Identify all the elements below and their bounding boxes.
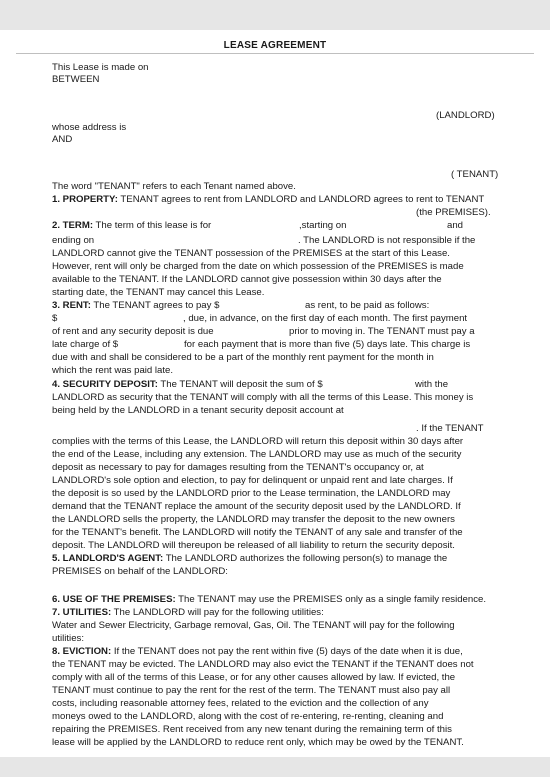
section-heading: 3. RENT: [52,300,91,311]
text-line [436,110,495,122]
text-line [52,698,429,710]
line-text: ending on [52,235,95,246]
line-text: starting date, the TENANT may cancel this Lease. [52,287,265,298]
line-text: LANDLORD's sole option and election, to pay for delinquent or unpaid rent and late charges. If [52,475,453,486]
line-text: LANDLORD cannot give the TENANT possession of the PREMISES at the start of this Lease. [52,248,450,259]
text-line [52,405,344,417]
text-line [52,220,211,232]
line-text: of rent and any security deposit is due [52,326,214,337]
text-line [52,181,296,193]
text-line [52,633,84,645]
text-line [52,352,434,364]
line-text: due with and shall be considered to be a part of the monthly rent payment for the month in [52,352,434,363]
text-line [52,594,486,606]
line-text: for each payment that is more than five (5) days late. This charge is [184,339,471,350]
text-line [52,62,149,74]
line-text: BETWEEN [52,74,100,85]
text-line [183,313,467,325]
text-line [52,646,463,658]
text-line [298,235,475,247]
text-line [299,220,346,232]
text-line [52,248,450,260]
text-line [184,339,470,351]
text-line [52,74,99,86]
line-text: as rent, to be paid as follows: [305,300,430,311]
line-text: . If the TENANT [416,423,484,434]
text-line [52,475,453,487]
text-line [289,326,475,338]
line-text: This Lease is made on [52,62,149,73]
line-text: utilities: [52,633,84,644]
line-text: the end of the Lease, including any extension. The LANDLORD may use as much of the security [52,449,462,460]
text-line [52,436,463,448]
line-text: and [447,220,464,231]
line-text: the deposit is so used by the LANDLORD prior to the Lease termination, the LANDLORD may [52,488,451,499]
text-line [52,724,452,736]
text-line [52,659,474,671]
line-text: ,starting on [299,220,347,231]
text-line [52,449,461,461]
text-line [52,672,455,684]
bottom-margin [0,757,550,777]
text-line [52,326,214,338]
text-line [52,737,464,749]
section-heading: 2. TERM: [52,220,94,231]
line-text: The LANDLORD authorizes the following person(s) to manage the [163,553,448,564]
line-text: AND [52,134,73,145]
text-line [52,514,455,526]
text-line [52,287,264,299]
line-text: , due, in advance, on the first day of each month. The first payment [183,313,468,324]
line-text: late charge of $ [52,339,119,350]
text-line [52,488,450,500]
text-line [52,235,94,247]
title-divider [16,53,534,54]
line-text: However, rent will only be charged from the date on which possession of the PREMISES is made [52,261,464,272]
line-text: The word "TENANT" refers to each Tenant named above. [52,181,296,192]
text-line [416,423,484,435]
section-heading: 4. SECURITY DEPOSIT: [52,379,158,390]
line-text: TENANT agrees to rent from LANDLORD and LANDLORD agrees to rent to TENANT [117,194,485,205]
text-line [415,379,448,391]
top-margin [0,0,550,30]
section-heading: 5. LANDLORD'S AGENT: [52,553,164,564]
text-line [52,540,455,552]
line-text: LANDLORD as security that the TENANT will comply with all the terms of this Lease. This money is [52,392,474,403]
text-line [52,122,126,134]
line-text: TENANT must continue to pay the rent for the rest of the term. The TENANT must also pay all [52,685,451,696]
line-text: . The LANDLORD is not responsible if the [298,235,476,246]
line-text: The TENANT may use the PREMISES only as a single family residence. [175,594,487,605]
text-line [52,501,461,513]
line-text: demand that the TENANT replace the amount of the security deposit used by the LANDLORD. If [52,501,461,512]
line-text: with the [415,379,449,390]
text-line [52,553,447,565]
text-line [416,207,491,219]
text-line [52,392,473,404]
line-text: If the TENANT does not pay the rent within five (5) days of the date when it is due, [111,646,463,657]
line-text: costs, including reasonable attorney fees, related to the eviction and the collection of any [52,698,429,709]
text-line [52,313,57,325]
line-text: $ [52,313,58,324]
line-text: moneys owed to the LANDLORD, along with the cost of re-entering, re-renting, cleaning and [52,711,444,722]
section-heading: 6. USE OF THE PREMISES: [52,594,176,605]
text-line [52,620,455,632]
text-line [52,274,442,286]
text-line [52,566,228,578]
document-title: LEASE AGREEMENT [223,40,327,51]
line-text: (LANDLORD) [436,110,495,121]
line-text: The LANDLORD will pay for the following utilities: [111,607,324,618]
line-text: deposit as necessary to pay for damages resulting from the TENANT's occupancy or, at [52,462,424,473]
text-line [52,261,464,273]
text-line [52,462,424,474]
section-heading: 1. PROPERTY: [52,194,118,205]
line-text: being held by the LANDLORD in a tenant security deposit account at [52,405,344,416]
line-text: lease will be applied by the LANDLORD to reduce rent only, which may be owed by the TENANT. [52,737,464,748]
section-heading: 7. UTILITIES: [52,607,112,618]
line-text: comply with all of the terms of this Lease, or for any other causes allowed by law. If evicted, the [52,672,456,683]
line-text: PREMISES on behalf of the LANDLORD: [52,566,228,577]
text-line [52,607,324,619]
text-line [447,220,463,232]
text-line [52,527,463,539]
text-line [52,134,72,146]
line-text: The TENANT will deposit the sum of $ [157,379,323,390]
line-text: ( TENANT) [451,169,499,180]
text-line [305,300,429,312]
text-line [52,685,450,697]
line-text: repairing the PREMISES. Rent received from any new tenant during the remaining term of this [52,724,452,735]
line-text: available to the TENANT. If the LANDLORD cannot give possession within 30 days after the [52,274,442,285]
text-line [52,194,484,206]
line-text: complies with the terms of this Lease, the LANDLORD will return this deposit within 30 days after [52,436,464,447]
text-line [52,711,443,723]
text-line [52,379,323,391]
line-text: Water and Sewer Electricity, Garbage removal, Gas, Oil. The TENANT will pay for the following [52,620,455,631]
line-text: (the PREMISES). [416,207,491,218]
line-text: prior to moving in. The TENANT must pay a [289,326,475,337]
text-line [52,339,118,351]
line-text: whose address is [52,122,127,133]
line-text: deposit. The LANDLORD will thereupon be released of all liability to return the security deposit. [52,540,455,551]
line-text: The TENANT agrees to pay $ [90,300,220,311]
line-text: for the TENANT's benefit. The LANDLORD will notify the TENANT of any sale and transfer of the [52,527,463,538]
line-text: the LANDLORD sells the property, the LANDLORD may transfer the deposit to the new owners [52,514,455,525]
text-line [451,169,498,181]
line-text: The term of this lease is for [93,220,212,231]
text-line [52,300,219,312]
line-text: which the rent was paid late. [52,365,174,376]
text-line [52,365,173,377]
section-heading: 8. EVICTION: [52,646,112,657]
line-text: the TENANT may be evicted. The LANDLORD may also evict the TENANT if the TENANT does not [52,659,474,670]
